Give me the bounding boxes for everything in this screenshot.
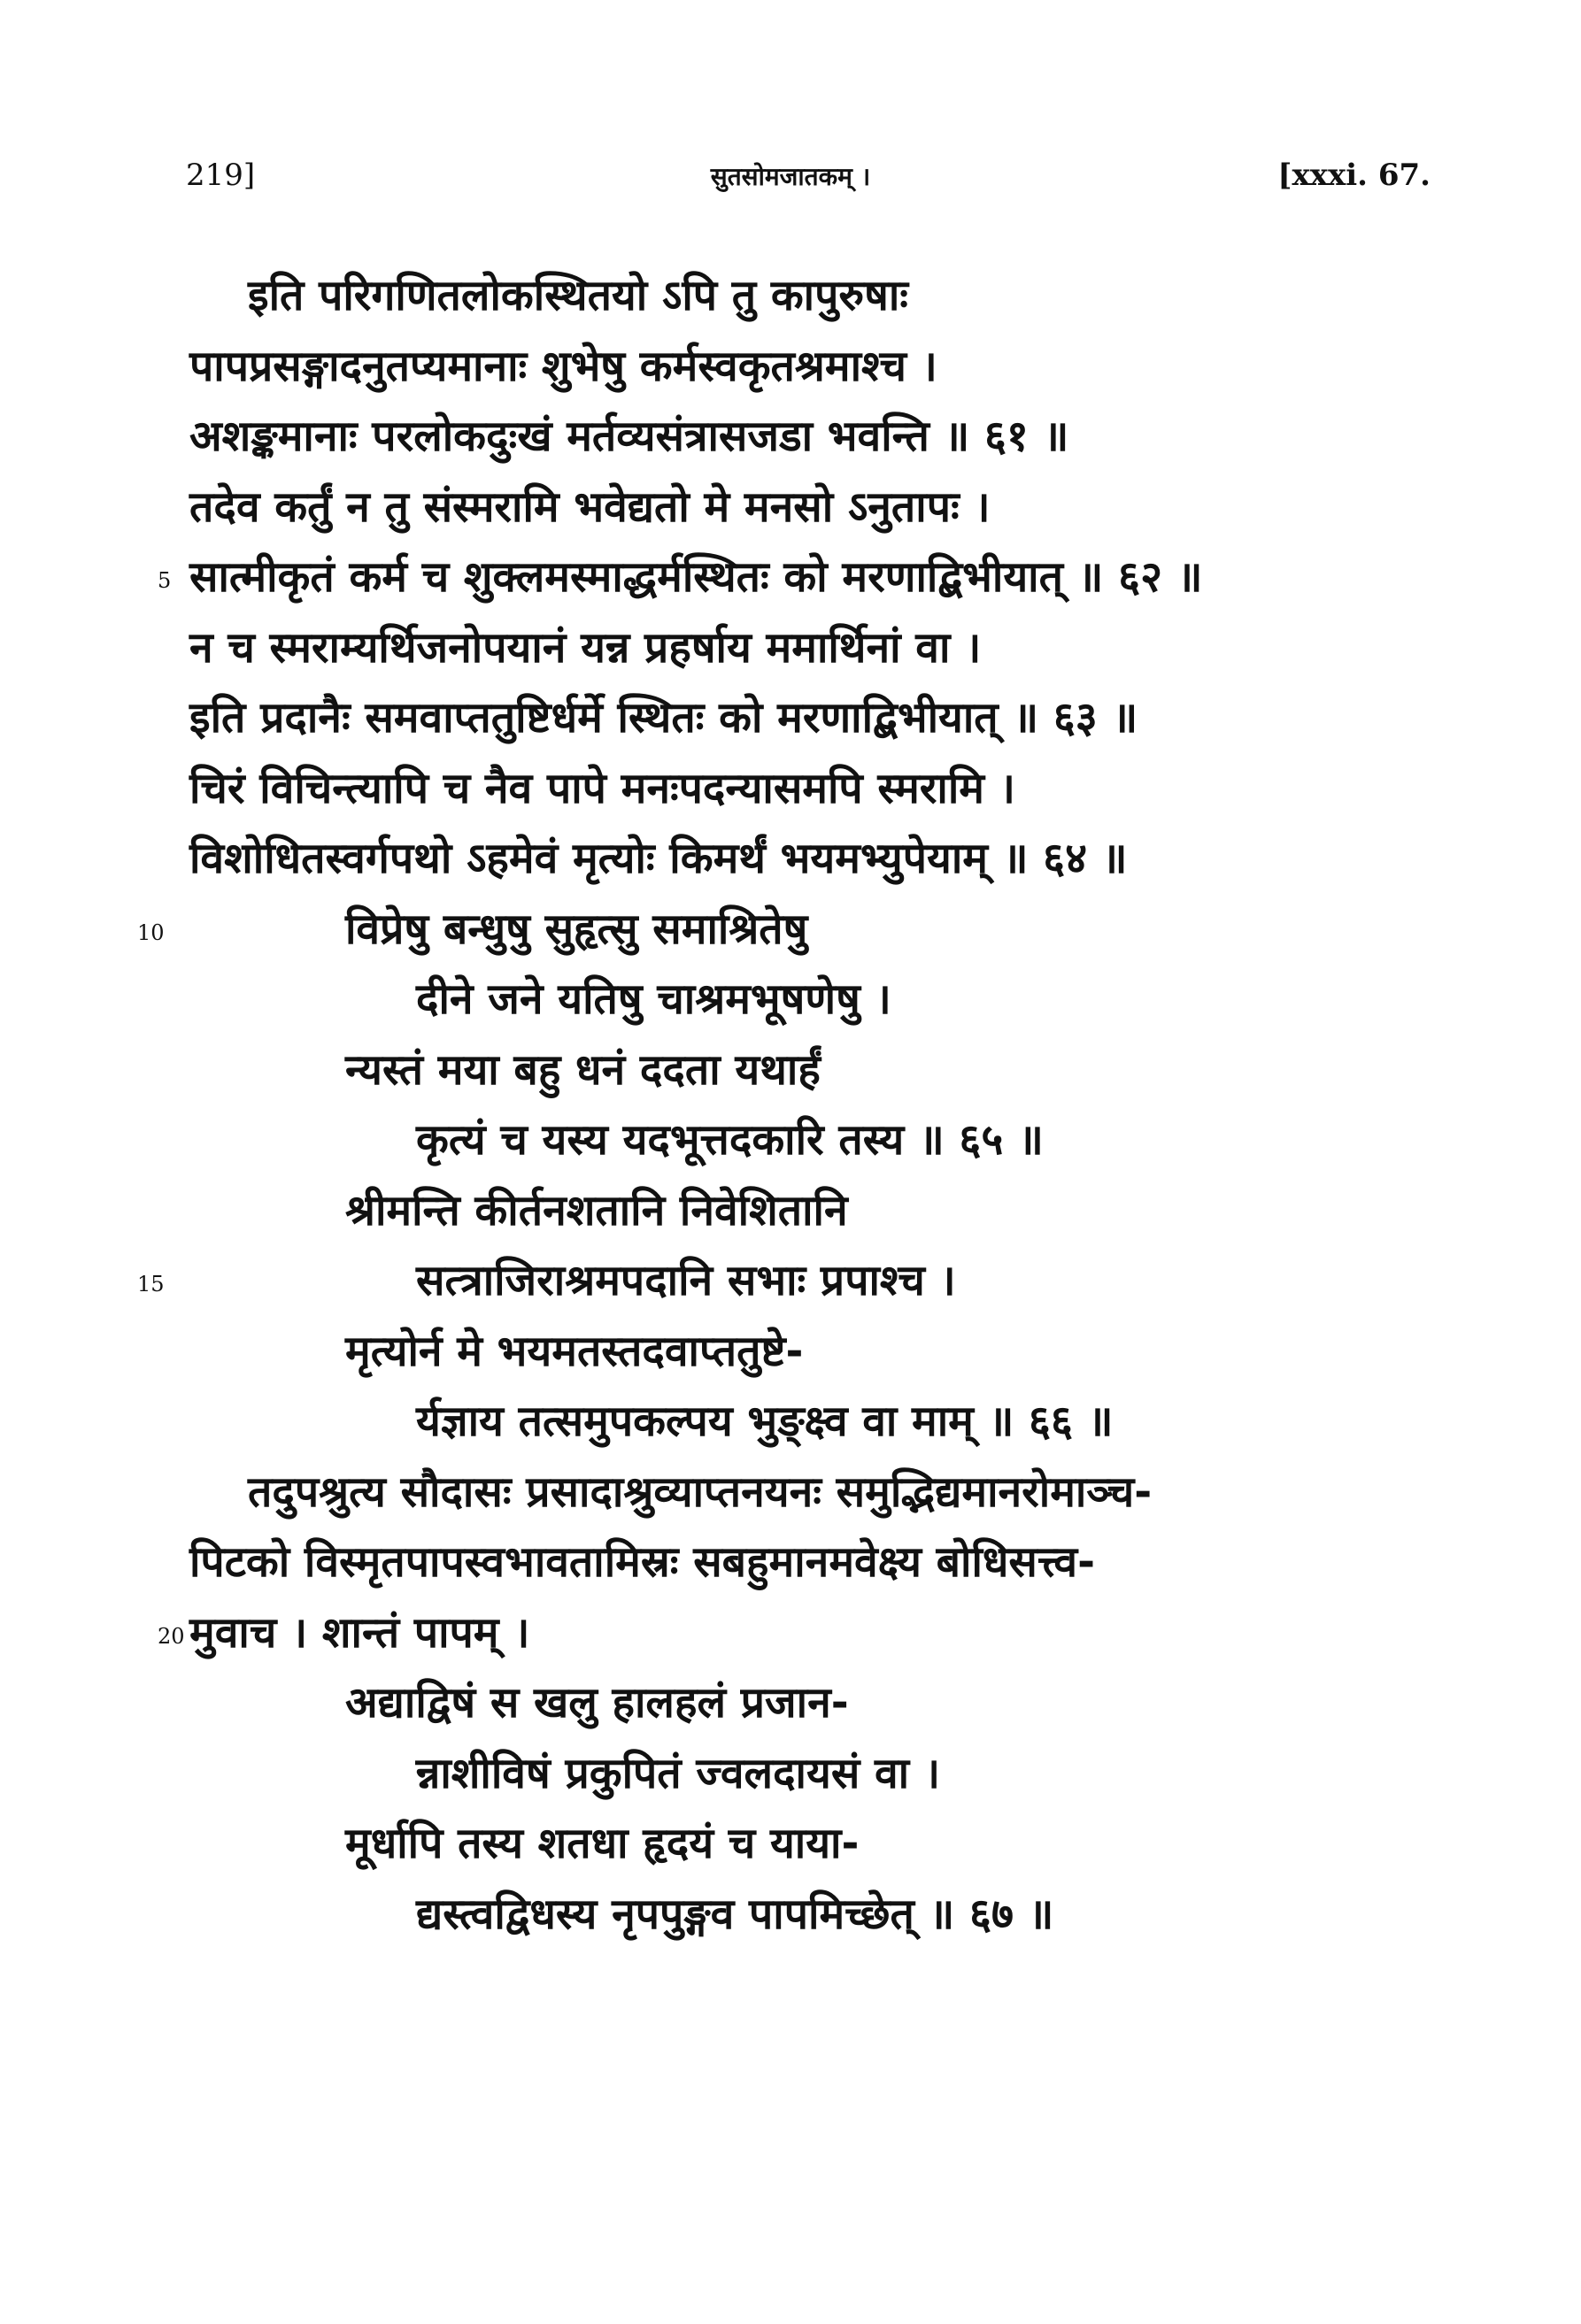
- section-reference: [xxxi. 67.: [1277, 158, 1431, 193]
- running-title: सुतसोमजातकम् ।: [710, 162, 871, 191]
- text-line: [0, 824, 1581, 895]
- line-text: विशोधितस्वर्गपथो ऽहमेवं मृत्योः किमर्थं भयमभ्युपेयाम् ॥ ६४ ॥: [189, 834, 1128, 883]
- line-text: मूर्धापि तस्य शतधा हृदयं च याया-: [345, 1819, 860, 1868]
- line-text: तदेव कर्तुं न तु संस्मरामि भवेद्यतो मे मनसो ऽनुतापः ।: [189, 481, 991, 532]
- line-text: इति प्रदानैः समवाप्ततुष्टिर्धर्मे स्थितः को मरणाद्बिभीयात् ॥ ६३ ॥: [189, 693, 1138, 743]
- text-line: [0, 965, 1581, 1035]
- text-line: [0, 1387, 1581, 1458]
- line-text: अशङ्कमानाः परलोकदुःखं मर्तव्यसंत्रासजडा भवन्ति ॥ ६१ ॥: [189, 412, 1069, 461]
- text-line: [0, 1528, 1581, 1598]
- text-line: [0, 1035, 1581, 1106]
- line-text: दीने जने यतिषु चाश्रमभूषणेषु ।: [416, 974, 891, 1024]
- text-line: [0, 332, 1581, 403]
- line-text: कृत्यं च यस्य यदभूत्तदकारि तस्य ॥ ६५ ॥: [416, 1115, 1044, 1165]
- text-line: [0, 683, 1581, 754]
- text-line: [0, 261, 1581, 332]
- text-line: [0, 1105, 1581, 1176]
- text-line: [0, 1317, 1581, 1388]
- text-line: [0, 1668, 1581, 1739]
- line-text: न्यस्तं मया बहु धनं ददता यथार्हं: [345, 1044, 821, 1095]
- line-text: पिटको विस्मृतपापस्वभावतामिस्रः सबहुमानमवेक्ष्य बोधिसत्त्व-: [189, 1537, 1096, 1587]
- line-text: चिरं विचिन्त्यापि च नैव पापे मनःपदन्यासमपि स्मरामि ।: [189, 763, 1015, 813]
- text-line: [0, 402, 1581, 473]
- line-text: तदुपश्रुत्य सौदासः प्रसादाश्रुव्याप्तनयनः समुद्भिद्यमानरोमाञ्च-: [248, 1466, 1153, 1517]
- line-text: अद्याद्विषं स खलु हालहलं प्रजान-: [345, 1678, 849, 1728]
- text-line: [0, 1739, 1581, 1810]
- line-text: इति परिगणितलोकस्थितयो ऽपि तु कापुरुषाः: [248, 271, 908, 320]
- text-line: [0, 895, 1581, 966]
- line-text: सात्मीकृतं कर्म च शुक्लमस्माद्धर्मस्थितः को मरणाद्बिभीयात् ॥ ६२ ॥: [189, 552, 1203, 602]
- text-line: [0, 1809, 1581, 1880]
- line-number: 10: [137, 920, 165, 945]
- page-header: [0, 158, 1581, 202]
- line-number: 15: [137, 1272, 165, 1297]
- text-line: [0, 1880, 1581, 1951]
- line-number: 20: [158, 1623, 185, 1649]
- line-number: 5: [158, 568, 172, 593]
- text-line: [0, 1246, 1581, 1317]
- line-text: न्नाशीविषं प्रकुपितं ज्वलदायसं वा ।: [416, 1748, 941, 1798]
- line-text: सत्त्राजिराश्रमपदानि सभाः प्रपाश्च ।: [416, 1256, 956, 1305]
- verse-body: [0, 261, 1581, 1950]
- text-line: [0, 1598, 1581, 1669]
- line-text: द्यस्त्वद्विधस्य नृपपुङ्गव पापमिच्छेत् ॥ ६७ ॥: [416, 1889, 1054, 1939]
- line-text: विप्रेषु बन्धुषु सुहृत्सु समाश्रितेषु: [345, 904, 808, 954]
- line-text: श्रीमन्ति कीर्तनशतानि निवेशितानि: [345, 1185, 848, 1235]
- page-number: 219]: [186, 158, 256, 193]
- text-line: [0, 613, 1581, 684]
- line-text: मृत्योर्न मे भयमतस्तदवाप्ततुष्टे-: [345, 1326, 804, 1376]
- line-text: र्यज्ञाय तत्समुपकल्पय भुङ्क्ष्व वा माम् ॥ ६६ ॥: [416, 1397, 1114, 1446]
- line-text: मुवाच । शान्तं पापम् ।: [189, 1607, 530, 1658]
- text-line: [0, 754, 1581, 825]
- text-line: [0, 473, 1581, 543]
- line-text: न च स्मराम्यर्थिजनोपयानं यन्न प्रहर्षाय ममार्थिनां वा ।: [189, 622, 982, 673]
- text-line: [0, 1176, 1581, 1247]
- text-line: [0, 543, 1581, 613]
- text-line: [0, 1458, 1581, 1528]
- line-text: पापप्रसङ्गादनुतप्यमानाः शुभेषु कर्मस्वकृतश्रमाश्च ।: [189, 341, 937, 391]
